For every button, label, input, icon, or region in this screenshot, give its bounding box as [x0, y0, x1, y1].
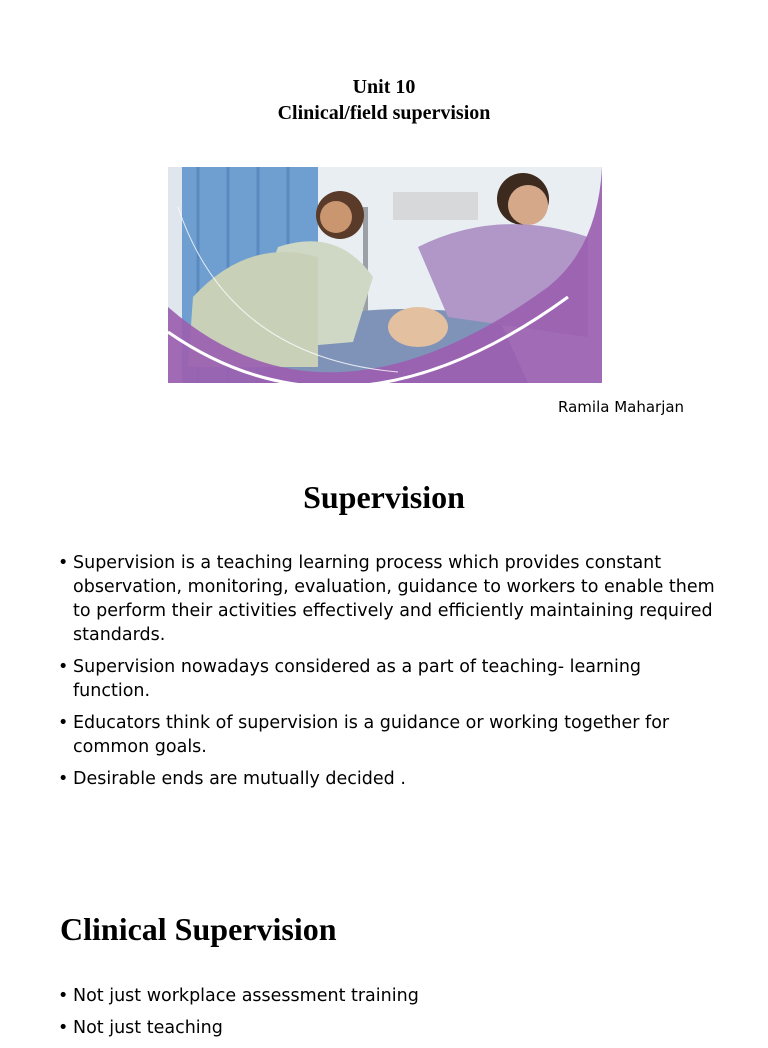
- slide-title: [0, 74, 768, 126]
- unit-label: Unit 10: [352, 76, 416, 98]
- section-heading-supervision: Supervision: [303, 479, 465, 515]
- unit-subtitle: Clinical/field supervision: [277, 102, 491, 124]
- bullet-item: • Educators think of supervision is a guidance or working together for common goals.: [58, 711, 718, 759]
- bullet-item: • Supervision nowadays considered as a part of teaching- learning function.: [58, 655, 718, 703]
- author-name: Ramila Maharjan: [558, 398, 685, 416]
- bullet-item: • Desirable ends are mutually decided .: [58, 767, 718, 791]
- bullet-item: • Not just workplace assessment training: [58, 984, 718, 1008]
- bullet-item: • Not just teaching: [58, 1016, 718, 1040]
- clinical-photo: [168, 167, 602, 383]
- supervision-bullet-list: [58, 551, 718, 799]
- clinical-supervision-bullet-list: [58, 984, 718, 1048]
- section-heading-clinical-supervision: Clinical Supervision: [60, 911, 337, 947]
- bullet-item: • Supervision is a teaching learning process which provides constant observation, monitoring, evaluation, guidance to workers to enable them to perform their activities effectively and efficiently maintaining required standards.: [58, 551, 718, 647]
